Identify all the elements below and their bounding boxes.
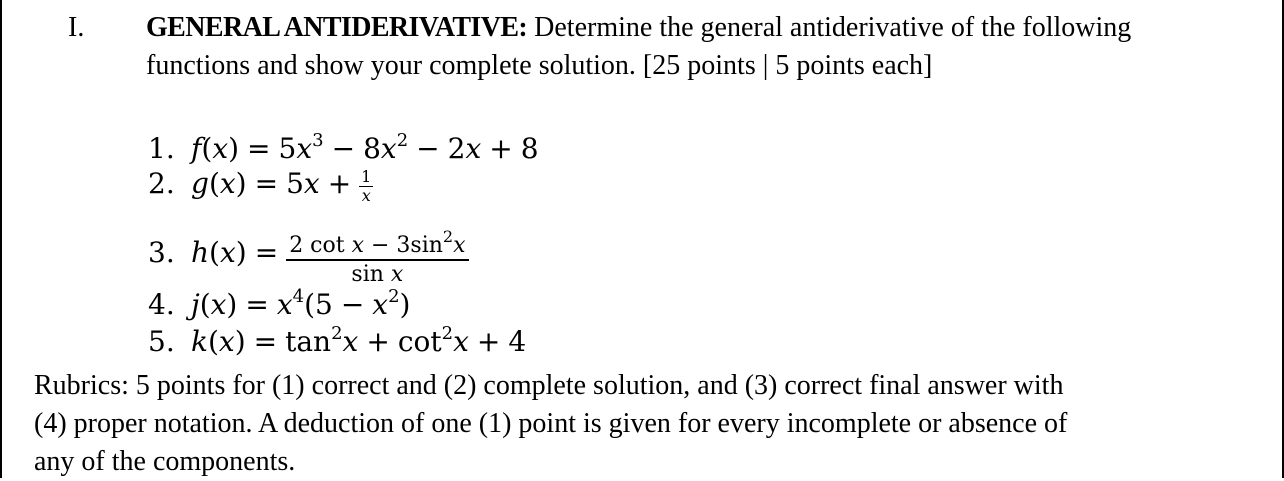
fraction-numerator: 2 $\cot x - 3\sin^2x$ xyxy=(289,227,466,258)
fraction-numerator: 1 xyxy=(361,166,372,186)
item-number: 1. xyxy=(148,132,175,165)
rubrics-line2: (4) proper notation. A deduction of one (1) point is given for every incomplete or absence of xyxy=(34,408,1068,439)
item-number: 2. xyxy=(148,167,175,200)
item-expression: $f(x) = 5x^3 - 8x^2 - 2x + 8$ xyxy=(191,130,539,165)
problem-item-1 xyxy=(148,124,539,167)
rubrics-paragraph xyxy=(34,367,1234,481)
problem-item-3 xyxy=(148,224,469,288)
item-number: 4. xyxy=(148,288,175,321)
item-expression: $k(x) = \tan^2x + \cot^2x + 4$ xyxy=(191,323,527,358)
section-numeral: I. xyxy=(68,12,85,43)
section-title: GENERAL ANTIDERIVATIVE: xyxy=(146,12,528,43)
fraction xyxy=(359,168,373,206)
item-number: 3. xyxy=(148,236,175,270)
item-number: 5. xyxy=(148,325,175,358)
item-expression: $j(x) = x^4(5 - x^2)$ xyxy=(191,286,411,321)
rubrics-line1: Rubrics: 5 points for (1) correct and (2) complete solution, and (3) correct final answer with xyxy=(34,370,1064,401)
section-instruction-line2: functions and show your complete solution. [25 points | 5 points each] xyxy=(146,50,933,81)
fraction-denominator: sin x xyxy=(351,261,404,287)
item-expression: h(x) = $\frac{2 \cot x - 3\sin^2x}{\text{sin x}}$ xyxy=(191,238,469,269)
rubrics-line3: any of the components. xyxy=(34,446,296,477)
fraction xyxy=(286,224,468,288)
item-expression: g(x) = 5x + $\frac{1}{x}$ xyxy=(191,166,372,206)
section-instruction-line1: Determine the general antiderivative of the following xyxy=(527,12,1132,43)
problem-item-2 xyxy=(148,167,373,205)
fraction-denominator: x xyxy=(361,186,371,206)
section-heading xyxy=(146,9,1206,85)
problem-item-5 xyxy=(148,317,526,360)
